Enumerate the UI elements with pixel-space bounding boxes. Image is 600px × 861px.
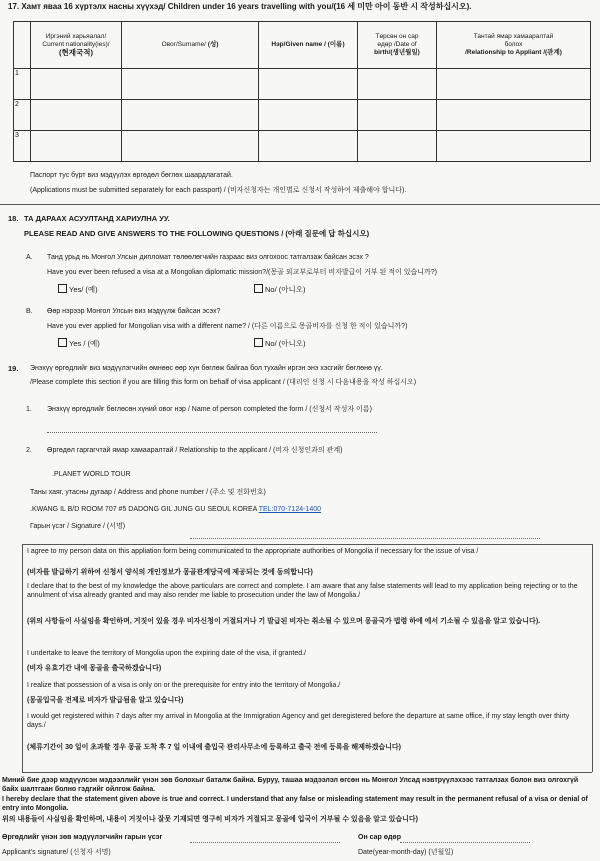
given-name-cell[interactable] bbox=[259, 69, 358, 100]
given-name-column-header bbox=[259, 22, 358, 69]
signature-line[interactable] bbox=[190, 536, 540, 539]
item-1-answer-line[interactable] bbox=[47, 430, 377, 433]
declaration-1-en: I agree to my person data on this appliation form being communicated to the appropriate authorities of Mongolia if necessary for the issue of visa / bbox=[27, 548, 479, 555]
no-label: No/ (아니오) bbox=[265, 285, 306, 294]
final-declaration-en: I hereby declare that the statement given above is true and correct. I understand that any false or misleading statement may result in the permanent refusal of a visa or denial of entry into Mongolia. bbox=[2, 796, 588, 812]
col-label: Овог/Surname/ bbox=[161, 41, 206, 48]
surname-cell[interactable] bbox=[122, 69, 259, 100]
nationality-cell[interactable] bbox=[31, 100, 122, 131]
question-b-mn: Өөр нэрээр Монгол Улсын виз мэдүүлж байсан эсэх? bbox=[47, 308, 221, 315]
question-b-no[interactable] bbox=[254, 338, 306, 349]
signature-label: Гарын үсэг / Signature / (서명) bbox=[30, 523, 126, 530]
address-text: .KWANG IL B/D ROOM 707 #5 DADONG GIL JUNG GU SEOUL KOREA bbox=[30, 506, 257, 513]
checkbox-icon[interactable] bbox=[58, 338, 67, 347]
passport-note: Паспорт тус бүрт виз мэдүүлэх өргөдөл бөглөх шаардлагатай. bbox=[30, 172, 233, 179]
col-label: өдөр /Date of bbox=[377, 41, 417, 48]
question-a-no[interactable] bbox=[254, 284, 306, 295]
table-row bbox=[14, 69, 591, 100]
relationship-cell[interactable] bbox=[437, 69, 591, 100]
declaration-3-kr: (비자 유효기간 내에 몽골을 출국하겠습니다) bbox=[27, 665, 162, 672]
relationship-cell[interactable] bbox=[437, 131, 591, 162]
section-19-intro-mn: Энэхүү өргөдлийг виз мэдүүлэгчийн өмнөөс өөр хүн бөглөж байгаа бол тухайн иргэн энэ хэсгийг бөглөнө үү. bbox=[30, 365, 383, 372]
relationship-cell[interactable] bbox=[437, 100, 591, 131]
question-a-letter: A. bbox=[26, 254, 33, 261]
yes-label: Yes / (예) bbox=[69, 339, 100, 348]
dob-cell[interactable] bbox=[358, 131, 437, 162]
applicant-signature-line[interactable] bbox=[190, 840, 340, 843]
address-label: Таны хаяг, утасны дугаар / Address and phone number / (주소 및 전화번호) bbox=[30, 489, 266, 496]
row-number-header bbox=[14, 22, 31, 69]
children-table bbox=[13, 21, 591, 162]
declaration-2-en: I declare that to the best of my knowledge the above particulars are correct and complete. I am aware that any false statements will lead to my application being rejecting or to the annulment of visa already granted and may also render me liable to prosecution under the law of Mongolia./ bbox=[27, 583, 578, 599]
declaration-2-kr: (위의 사항들이 사실임을 확인하며, 거짓이 있을 경우 비자신청이 거절되거나 기 발급된 비자는 취소될 수 있으며 몽골국가 법령 하에 에서 기소될 수 있음을 알고 있습니다). bbox=[27, 618, 541, 625]
section-18-number: 18. bbox=[8, 214, 19, 223]
question-b-yes[interactable] bbox=[58, 338, 100, 349]
col-label: birth/(생년월일) bbox=[374, 49, 420, 56]
item-1-label: Энэхүү өргөдлийг бөглөсөн хүний овог нэр / Name of person completed the form / (신청서 작성자 이름) bbox=[47, 406, 372, 413]
dob-cell[interactable] bbox=[358, 100, 437, 131]
item-2-label: Өргөдөл гаргагчтай ямар хамааралтай / Relationship to the applicant / (비자 신청인과의 관계) bbox=[47, 447, 343, 454]
declaration-left-border bbox=[22, 544, 23, 772]
dob-cell[interactable] bbox=[358, 69, 437, 100]
applicant-signature-label-mn: Өргөдлийг үнэн зөв мэдүүлэгчийн гарын үсэг bbox=[2, 834, 163, 841]
surname-column-header bbox=[122, 22, 259, 69]
given-name-cell[interactable] bbox=[259, 100, 358, 131]
date-label-mn: Он сар өдөр bbox=[358, 834, 401, 841]
date-line[interactable] bbox=[400, 840, 530, 843]
section-18-title-en: PLEASE READ AND GIVE ANSWERS TO THE FOLLOWING QUESTIONS / (아래 질문에 답 하십시오) bbox=[24, 229, 370, 238]
declaration-bottom-border bbox=[22, 772, 592, 773]
question-a-en: Have you ever been refused a visa at a Mongolian diplomatic mission?/(몽골 외교부로부터 비자발급이 거부 된 적이 있습니까?) bbox=[47, 269, 437, 276]
company-name: .PLANET WORLD TOUR bbox=[52, 471, 131, 478]
question-b-en: Have you ever applied for Mongolian visa with a different name? / (다른 이름으로 몽골비자를 신청 한 적이 있습니까?) bbox=[47, 323, 408, 330]
nationality-cell[interactable] bbox=[31, 69, 122, 100]
address-value bbox=[30, 505, 321, 514]
declaration-3-en: I undertake to leave the territory of Mongolia upon the expiring date of the visa, if granted./ bbox=[27, 650, 307, 657]
checkbox-icon[interactable] bbox=[58, 284, 67, 293]
final-declaration-mn: Миний бие дээр мэдүүлсэн мэдээллийг үнэн зөв болохыг баталж байна. Буруу, ташаа мэдээлэл өгсөн нь Монгол Улсад нэвтрүүлэхээс татгалзах болон виз олгохгүй байх шалтгаан болно гэдгийг ойлгож байна. bbox=[2, 777, 579, 793]
col-label: (성) bbox=[207, 41, 219, 48]
col-label: (현재국적) bbox=[59, 48, 93, 57]
section-17-title: 17. Хамт явaa 16 хүртэлх насны хүүхэд/ Children under 16 years travelling with you/(16 세 미만 아이 동반 시 작성하십시오). bbox=[8, 2, 472, 11]
final-declaration-kr: 위의 내용들이 사실임을 확인하며, 내용이 거짓이나 잘못 기재되면 영구히 비자가 거절되고 몽골에 입국이 거부될 수 있음을 알고 있습니다) bbox=[2, 816, 419, 823]
item-1-number: 1. bbox=[26, 406, 32, 413]
date-label-en: Date(year-month-day) (년월일) bbox=[358, 849, 454, 856]
item-2-number: 2. bbox=[26, 447, 32, 454]
col-label: Иргэний харьяалал/ bbox=[45, 33, 107, 40]
section-19-number: 19. bbox=[8, 364, 19, 373]
surname-cell[interactable] bbox=[122, 100, 259, 131]
declaration-4-kr: (몽골입국을 전제로 비자가 발급됨을 알고 있습니다) bbox=[27, 697, 184, 704]
declaration-5-kr: (체류기간이 30 일이 초과할 경우 몽골 도착 후 7 일 이내에 출입국 관리사무소에 등록하고 출국 전에 등록을 해제하겠습니다) bbox=[27, 744, 401, 751]
relationship-column-header bbox=[437, 22, 591, 69]
question-a-mn: Танд урьд нь Монгол Улсын дипломат төлөөлөгчийн газраас виз олгохоос татгалзаж байсан эсэх ? bbox=[47, 254, 369, 261]
col-label: Тантай ямар хамааралтай bbox=[473, 33, 554, 40]
col-label: Төрсөн он сар bbox=[375, 33, 419, 40]
no-label: No/ (아니오) bbox=[265, 339, 306, 348]
applicant-signature-label-en: Applicant's signature/ (신청자 서명) bbox=[2, 849, 111, 856]
question-b-letter: B. bbox=[26, 308, 33, 315]
declaration-5-en: I would get registered within 7 days after my arrival in Mongolia at the Immigration Agency and get deregistered before the departure at same office, if my stay length over thirty days./ bbox=[27, 713, 570, 729]
checkbox-icon[interactable] bbox=[254, 284, 263, 293]
section-divider bbox=[0, 204, 600, 205]
col-label: Current nationality(ies)/ bbox=[42, 41, 110, 48]
declaration-top-border bbox=[22, 544, 592, 545]
row-number: 1 bbox=[14, 69, 31, 100]
nationality-cell[interactable] bbox=[31, 131, 122, 162]
row-number: 2 bbox=[14, 100, 31, 131]
col-label: /Relationship to Appliant /(관계) bbox=[465, 49, 562, 56]
question-a-yes[interactable] bbox=[58, 284, 98, 295]
phone-link[interactable]: TEL:070-7124-1400 bbox=[258, 506, 322, 513]
table-row bbox=[14, 100, 591, 131]
checkbox-icon[interactable] bbox=[254, 338, 263, 347]
row-number: 3 bbox=[14, 131, 31, 162]
declaration-right-border bbox=[592, 544, 593, 772]
col-label: болох bbox=[504, 41, 523, 48]
table-row bbox=[14, 131, 591, 162]
passport-note-en: (Applications must be submitted separately for each passport) / (비자신청자는 개인별로 신청서 작성하여 제출해야 합니다). bbox=[30, 187, 407, 194]
yes-label: Yes/ (예) bbox=[69, 285, 98, 294]
col-label: Нэр/Given name / (이름) bbox=[271, 41, 345, 48]
given-name-cell[interactable] bbox=[259, 131, 358, 162]
section-19-intro-en: /Please complete this section if you are filling this form on behalf of visa applicant / (대리인 신청 시 다음내용을 작성 하십시오) bbox=[30, 379, 417, 386]
children-table-header bbox=[14, 22, 591, 69]
nationality-column-header bbox=[31, 22, 122, 69]
surname-cell[interactable] bbox=[122, 131, 259, 162]
section-18-title-mn: ТА ДАРААХ АСУУЛТАНД ХАРИУЛНА УУ. bbox=[24, 214, 170, 223]
declaration-4-en: I realize that possession of a visa is only on or the prerequisite for entry into the territory of Mongolia./ bbox=[27, 682, 341, 689]
dob-column-header bbox=[358, 22, 437, 69]
declaration-1-kr: (비자를 발급하기 위하여 신청서 양식의 개인정보가 몽골관계당국에 제공되는 것에 동의합니다) bbox=[27, 569, 313, 576]
